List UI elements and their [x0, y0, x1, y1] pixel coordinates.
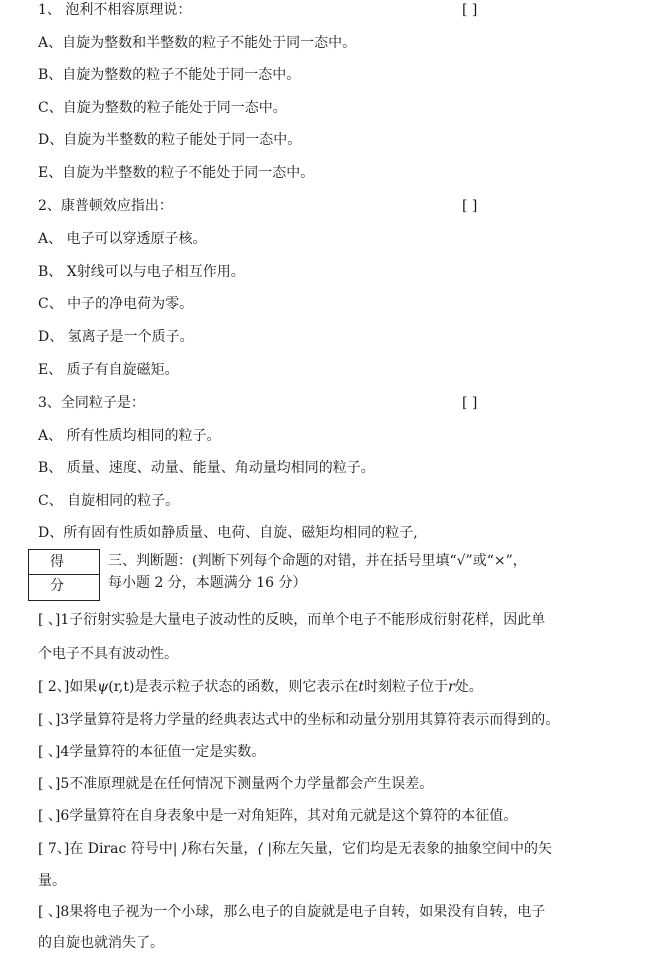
ket-symbol: | ⟩: [172, 841, 188, 857]
score-box: [28, 549, 100, 601]
tf-3: [ 、]3学量算符是将力学量的经典表达式中的坐标和动量分别用其算符表示而得到的。: [38, 712, 560, 728]
q2-option-d: D、 氢离子是一个质子。: [38, 329, 194, 345]
q1-title: 1、 泡利不相容原理说：: [38, 2, 192, 18]
tf-4: [ 、]4学量算符的本征值一定是实数。: [38, 744, 266, 760]
tf-8-line-2: 的自旋也就消失了。: [38, 935, 164, 951]
tf-2-mid: 是表示粒子状态的函数，则它表示在: [134, 679, 359, 695]
q3-option-d: D、所有固有性质如静质量、电荷、自旋、磁矩均相同的粒子,: [38, 525, 418, 541]
q2-title: 2、康普顿效应指出：: [38, 198, 173, 214]
q2-option-a: A、 电子可以穿透原子核。: [38, 231, 207, 247]
section-heading-2: 每小题 2 分，本题满分 16 分）: [108, 575, 307, 591]
q3-answer-bracket[interactable]: [ ]: [462, 395, 478, 411]
score-label: 得 分: [29, 550, 99, 575]
tf-7-prefix: [ 7、]在 Dirac 符号中: [38, 841, 173, 857]
q2-answer-bracket[interactable]: [ ]: [462, 198, 478, 214]
tf-7-line-2: 量。: [38, 873, 66, 889]
tf-2-end: 处。: [454, 679, 483, 695]
tf-7-mid: 称右矢量，: [187, 841, 258, 857]
q2-option-e: E、 质子有自旋磁矩。: [38, 362, 179, 378]
q3-title: 3、全同粒子是：: [38, 395, 145, 411]
q1-option-b: B、自旋为整数的粒子不能处于同一态中。: [38, 67, 301, 83]
q1-option-d: D、自旋为半整数的粒子能处于同一态中。: [38, 132, 302, 148]
q1-option-a: A、自旋为整数和半整数的粒子不能处于同一态中。: [38, 35, 357, 51]
tf-1-line-2: 个电子不具有波动性。: [38, 646, 178, 662]
q3-option-b: B、 质量、速度、动量、能量、角动量均相同的粒子。: [38, 460, 375, 476]
tf-6: [ 、]6学量算符在自身表象中是一对角矩阵，其对角元就是这个算符的本征值。: [38, 808, 518, 824]
q1-option-c: C、自旋为整数的粒子能处于同一态中。: [38, 100, 287, 116]
position-symbol: r: [448, 679, 455, 695]
tf-2-prefix: [ 2、]如果: [38, 679, 98, 695]
q2-option-b: B、 X射线可以与电子相互作用。: [38, 264, 245, 280]
psi-symbol: ψ: [97, 679, 109, 695]
bra-symbol: ⟨ |: [257, 841, 273, 857]
q3-option-c: C、 自旋相同的粒子。: [38, 493, 180, 509]
tf-2-mid2: 时刻粒子位于: [364, 679, 449, 695]
section-heading: 三、判断题：(判断下列每个命题的对错，并在括号里填“√”或“×”，: [108, 553, 527, 569]
tf-7-end: 称左矢量，它们均是无表象的抽象空间中的矢: [272, 841, 553, 857]
tf-7: [38, 840, 552, 858]
q2-option-c: C、 中子的净电荷为零。: [38, 296, 194, 312]
time-symbol: t: [358, 679, 365, 695]
tf-8-line-1: [ 、]8果将电子视为一个小球，那么电子的自旋就是电子自转，如果没有自转，电子: [38, 904, 546, 920]
q1-answer-bracket[interactable]: [ ]: [462, 2, 478, 18]
psi-args: (r,t): [108, 679, 135, 695]
tf-2: [38, 678, 483, 696]
q3-option-a: A、 所有性质均相同的粒子。: [38, 428, 221, 444]
tf-1-line-1: [ 、]1子衍射实验是大量电子波动性的反映，而单个电子不能形成衍射花样，因此单: [38, 612, 546, 628]
q1-option-e: E、自旋为半整数的粒子不能处于同一态中。: [38, 165, 315, 181]
tf-5: [ 、]5不准原理就是在任何情况下测量两个力学量都会产生误差。: [38, 776, 434, 792]
